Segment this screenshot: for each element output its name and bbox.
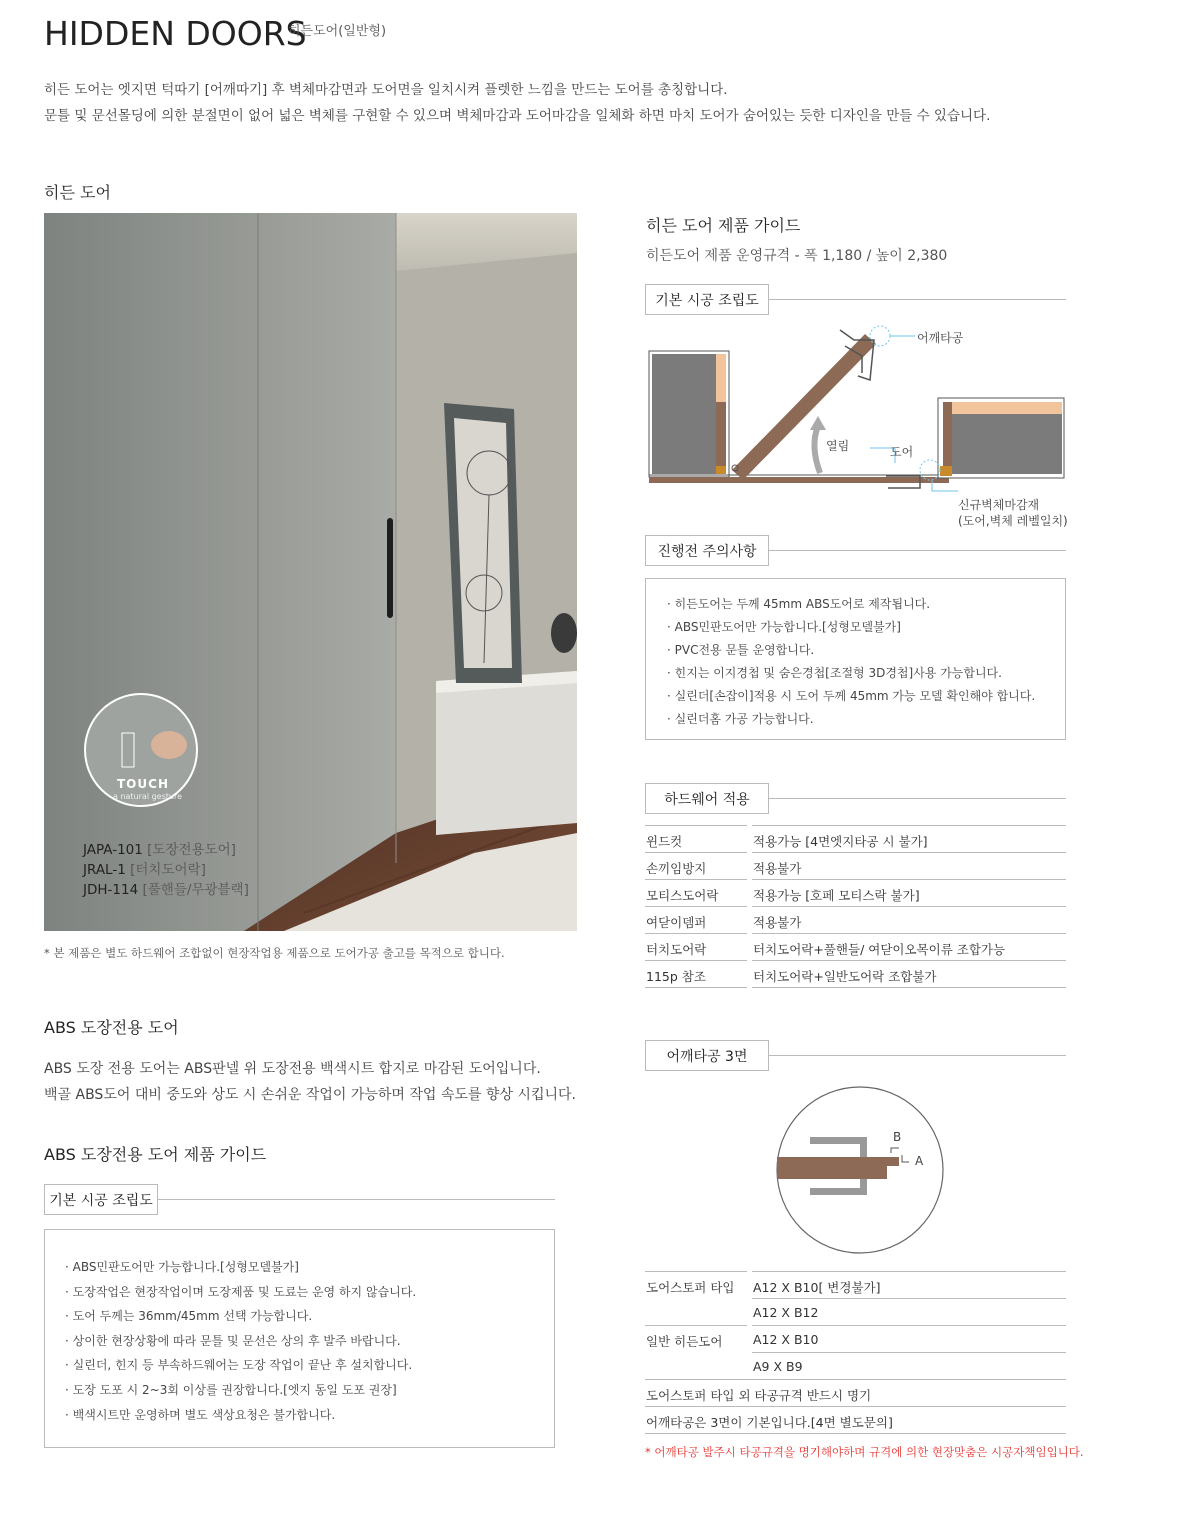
hidden-door-guide-title: 히든 도어 제품 가이드 [646, 216, 801, 235]
product-caption [83, 838, 236, 858]
touch-logo-subtext: a natural gesture [113, 792, 182, 801]
table-row [645, 1379, 1066, 1406]
product-desc: [도장전용도어] [147, 842, 236, 858]
table-cell-value: A12 X B10[ 변경불가] [752, 1271, 1066, 1298]
table-row [645, 960, 1066, 987]
table-row [645, 825, 1066, 852]
product-desc: [터치도어락] [130, 862, 206, 878]
label-open: 열림 [826, 439, 850, 453]
table-cell-full: 도어스토퍼 타입 외 타공규격 반드시 명기 [645, 1379, 1066, 1406]
product-code: JRAL-1 [83, 862, 126, 878]
label-wall-finish: 신규벽체마감재 [958, 498, 1040, 512]
table-cell-value: 적용가능 [4면엣지타공 시 불가] [752, 825, 1066, 852]
table-cell-name: 115p 참조 [645, 960, 747, 987]
abs-door-title: ABS 도장전용 도어 [44, 1018, 179, 1037]
table-cell-name: 모티스도어락 [645, 879, 747, 906]
list-item: · 상이한 현장상황에 따라 문틀 및 문선은 상의 후 발주 바랍니다. [65, 1333, 401, 1348]
divider [768, 299, 1066, 300]
list-item: · 백색시트만 운영하며 별도 색상요청은 불가합니다. [65, 1407, 336, 1422]
assembly-tab: 기본 시공 조립도 [645, 284, 769, 315]
list-item: · 힌지는 이지경첩 및 숨은경첩[조절형 3D경첩]사용 가능합니다. [667, 666, 1002, 680]
list-item: · ABS민판도어만 가능합니다.[성형모델불가] [65, 1260, 299, 1274]
abs-description-line-2: 백골 ABS도어 대비 중도와 상도 시 손쉬운 작업이 가능하며 작업 속도를 향상 시킵니다. [44, 1087, 576, 1103]
divider [768, 798, 1066, 799]
table-cell-name: 여닫이뎀퍼 [645, 906, 747, 933]
page-subtitle: 히든도어(일반형) [288, 24, 387, 39]
shoulder-hole-detail [775, 1085, 945, 1255]
table-cell-name: 터치도어락 [645, 933, 747, 960]
table-cell-name: 도어스토퍼 타입 [645, 1271, 747, 1298]
list-item: · 실린더[손잡이]적용 시 도어 두께 45mm 가능 모델 확인해야 합니다. [667, 689, 1036, 703]
table-cell-value: 적용불가 [752, 906, 1066, 933]
table-cell-value: 적용가능 [호페 모티스락 불가] [752, 879, 1066, 906]
table-row [645, 1406, 1066, 1433]
table-cell-value: A12 X B12 [752, 1298, 1066, 1325]
table-cell-value: A12 X B10 [752, 1325, 1066, 1352]
table-bottom-line [752, 987, 1066, 988]
list-item: · 히든도어는 두께 45mm ABS도어로 제작됩니다. [667, 597, 931, 611]
list-item: · PVC전용 문틀 운영합니다. [667, 643, 815, 657]
table-bottom-line [645, 1433, 1066, 1434]
table-cell-name: 윈드컷 [645, 825, 747, 852]
label-door: 도어 [890, 445, 914, 459]
product-caption [83, 878, 249, 898]
abs-description-line-1: ABS 도장 전용 도어는 ABS판넬 위 도장전용 백색시트 합지로 마감된 도어입니다. [44, 1061, 541, 1077]
guide-spec: 히든도어 제품 운영규격 - 폭 1,180 / 높이 2,380 [646, 248, 948, 264]
divider [768, 1055, 1066, 1056]
abs-assembly-tab: 기본 시공 조립도 [44, 1184, 158, 1215]
abs-guide-box [44, 1229, 555, 1448]
list-item: · 실린더, 힌지 등 부속하드웨어는 도장 작업이 끝난 후 설치합니다. [65, 1358, 413, 1373]
divider [768, 550, 1066, 551]
hardware-tab: 하드웨어 적용 [645, 783, 769, 814]
list-item: · 도어 두께는 36mm/45mm 선택 가능합니다. [65, 1309, 313, 1324]
label-shoulder-hole: 어깨타공 [917, 331, 964, 345]
table-cell-full: 어깨타공은 3면이 기본입니다.[4면 별도문의] [645, 1406, 1066, 1433]
table-row [645, 852, 1066, 879]
caution-tab: 진행전 주의사항 [645, 535, 769, 566]
table-cell-value: 터치도어락+풀핸들/ 여닫이오목이류 조합가능 [752, 933, 1066, 960]
list-item: · 도장작업은 현장작업이며 도장제품 및 도료는 운영 하지 않습니다. [65, 1284, 417, 1299]
divider [157, 1199, 555, 1200]
list-item: · 도장 도포 시 2~3회 이상를 권장합니다.[엣지 동일 도포 권장] [65, 1382, 397, 1397]
table-row [645, 1352, 1066, 1379]
intro-text-line-2: 문틀 및 문선몰딩에 의한 분절면이 없어 넓은 벽체를 구현할 수 있으며 벽체마감과 도어마감을 일체화 하면 마치 도어가 숨어있는 듯한 디자인을 만들 수 있습니다. [44, 108, 991, 124]
caution-box [645, 578, 1066, 740]
table-row [645, 1325, 1066, 1352]
list-item: · 실린더홈 가공 가능합니다. [667, 712, 814, 726]
intro-text-line-1: 히든 도어는 엣지면 턱따기 [어깨따기] 후 벽체마감면과 도어면을 일치시켜 플렛한 느낌을 만드는 도어를 총칭합니다. [44, 82, 728, 98]
abs-guide-title: ABS 도장전용 도어 제품 가이드 [44, 1145, 267, 1164]
table-row [645, 879, 1066, 906]
table-cell-value: A9 X B9 [752, 1352, 1066, 1379]
table-cell-value: 적용불가 [752, 852, 1066, 879]
label-a: A [915, 1154, 924, 1168]
product-code: JAPA-101 [83, 842, 143, 858]
table-cell-name [645, 1298, 747, 1325]
table-row [645, 1298, 1066, 1325]
table-row [645, 933, 1066, 960]
table-row [645, 1271, 1066, 1298]
table-bottom-line [645, 987, 747, 988]
table-cell-name: 일반 히든도어 [645, 1325, 747, 1379]
hidden-door-section-title: 히든 도어 [44, 183, 111, 202]
table-cell-name: 손끼임방지 [645, 852, 747, 879]
list-item: · ABS민판도어만 가능합니다.[성형모델불가] [667, 620, 901, 634]
table-row [645, 906, 1066, 933]
warning-note: * 어깨타공 발주시 타공규격을 명기해야하며 규격에 의한 현장맞춤은 시공자책임입니다. [645, 1445, 1084, 1459]
label-b: B [893, 1130, 902, 1144]
table-cell-value: 터치도어락+일반도어락 조합불가 [752, 960, 1066, 987]
page-title: HIDDEN DOORS [44, 14, 307, 53]
label-wall-level: (도어,벽체 레벨일치) [958, 514, 1068, 528]
product-code: JDH-114 [83, 882, 139, 898]
product-caption [83, 858, 206, 878]
product-photo [44, 213, 577, 931]
product-note: * 본 제품은 별도 하드웨어 조합없이 현장작업용 제품으로 도어가공 출고를 목적으로 합니다. [44, 946, 505, 960]
product-desc: [풀핸들/무광블랙] [142, 882, 249, 898]
shoulder-hole-tab: 어깨타공 3면 [645, 1040, 769, 1071]
touch-logo-text: TOUCH [117, 777, 169, 791]
